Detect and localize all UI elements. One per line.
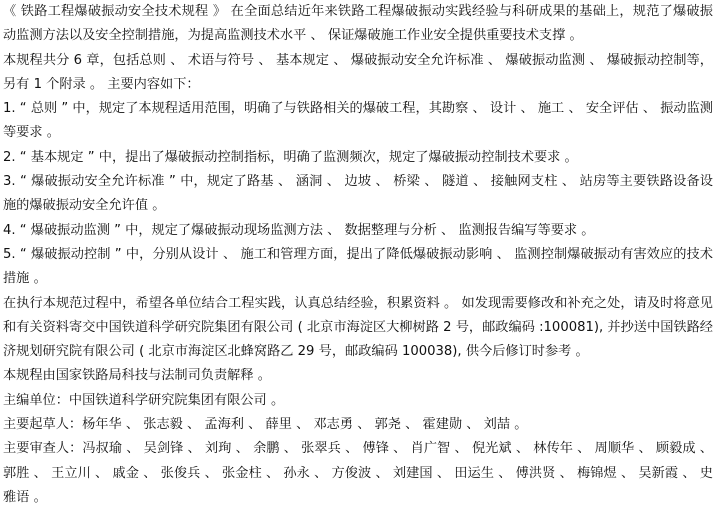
- intro-paragraph: 《 铁路工程爆破振动安全技术规程 》 在全面总结近年来铁路工程爆破振动实践经验与科研成果的基础上，规范了爆破振动监测方法以及安全控制措施，为提高监测技术水平 、 保证爆破施工作业安全提供重要技术支撑 。: [3, 4, 713, 44]
- chapters-summary-paragraph: 本规程共分 6 章，包括总则 、 术语与符号 、 基本规定 、 爆破振动安全允许标准 、 爆破振动监测 、 爆破振动控制等，另有 1 个附录 。 主要内容如下：: [3, 52, 713, 92]
- main-reviewers: 主要审查人：冯叔瑜 、 吴剑锋 、 刘珣 、 余鹏 、 张翠兵 、 傅锋 、 肖广智 、 倪光斌 、 林传年 、 周顺华 、 顾毅成 、 郭胜 、 王立川 、 戚金 、 张俊兵 、 张金柱 、 孙永 、 方俊波 、 刘建国 、 田运生 、 傅洪贤 、 梅锦煜 、 吴新霞 、 史雅语 。: [3, 441, 713, 505]
- item-vibration-monitoring: 4. “ 爆破振动监测 ” 中，规定了爆破振动现场监测方法 、 数据整理与分析 、 监测报告编写等要求 。: [3, 222, 595, 238]
- interpretation-paragraph: 本规程由国家铁路局科技与法制司负责解释 。: [3, 368, 271, 384]
- item-general-provisions: 1. “ 总则 ” 中，规定了本规程适用范围，明确了与铁路相关的爆破工程，其勘察 、 设计 、 施工 、 安全评估 、 振动监测等要求 。: [3, 101, 713, 141]
- chief-editor-unit: 主编单位：中国铁道科学研究院集团有限公司 。: [3, 392, 285, 408]
- item-vibration-control: 5. “ 爆破振动控制 ” 中，分别从设计 、 施工和管理方面，提出了降低爆破振动影响 、 监测控制爆破振动有害效应的技术措施 。: [3, 246, 713, 287]
- feedback-paragraph: 在执行本规范过程中，希望各单位结合工程实践，认真总结经验，积累资料 。 如发现需要修改和补充之处，请及时将意见和有关资料寄交中国铁道科学研究院集团有限公司 ( 北京市海淀区大柳树路 2 号，邮政编码 :100081), 并抄送中国铁路经济规划研究院有限公司 ( 北京市海淀区北蜂窝路乙 29 号，邮政编码 100038), 供今后修订时参考 。: [3, 295, 713, 360]
- item-safety-standards: 3. “ 爆破振动安全允许标准 ” 中，规定了路基 、 涵洞 、 边坡 、 桥梁 、 隧道 、 接触网支柱 、 站房等主要铁路设备设施的爆破振动安全允许值 。: [3, 174, 713, 214]
- item-basic-requirements: 2. “ 基本规定 ” 中，提出了爆破振动控制指标，明确了监测频次，规定了爆破振动控制技术要求 。: [3, 149, 578, 165]
- document-body: [3, 0, 713, 510]
- main-drafters: 主要起草人：杨年华 、 张志毅 、 孟海利 、 薛里 、 邓志勇 、 郭尧 、 霍建勋 、 刘喆 。: [3, 417, 528, 433]
